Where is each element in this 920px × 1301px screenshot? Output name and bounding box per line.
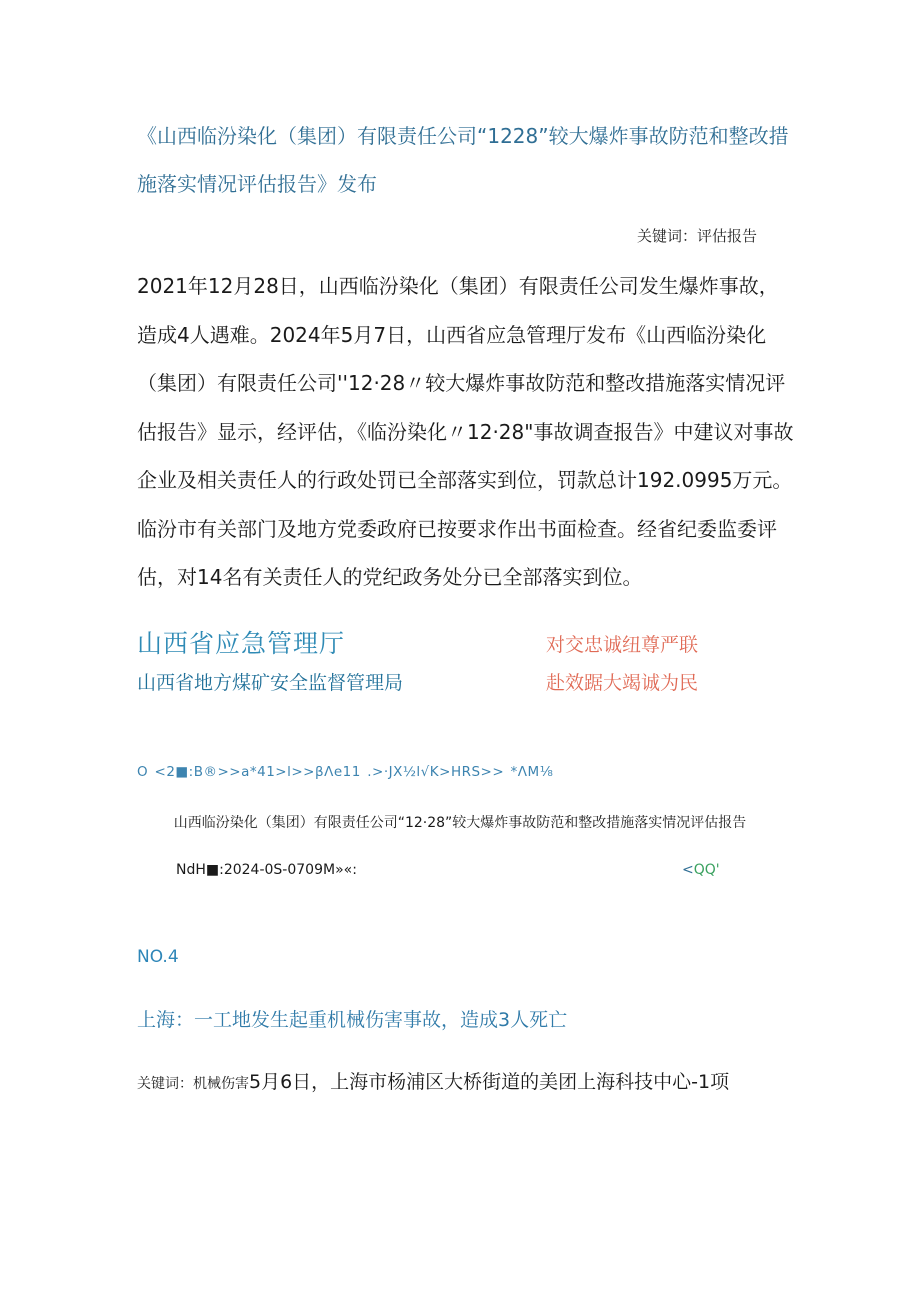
org-name-primary: 山西省应急管理厅 (137, 629, 346, 658)
article2-keywords-label: 关键词：机械伤害 (137, 1076, 249, 1092)
article-body: 2021年12月28日，山西临汾染化（集团）有限责任公司发生爆炸事故，造成4人遇难。2024年5月7日，山西省应急管理厅发布《山西临汾染化（集团）有限责任公司''12·28〃较大爆炸事故防范和整改措施落实情况评估报告》显示，经评估，《临汾染化〃12·28"事故调查报告》中建议对事故企业及相关责任人的行政处罚已全部落实到位，罚款总计192.0995万元。临汾市有关部门及地方党委政府已按要求作出书面检查。经省纪委监委评估，对14名有关责任人的党纪政务处分已全部落实到位。 (137, 274, 794, 589)
slogan-line-1: 对交忠诚纽尊严联 (546, 634, 699, 656)
document-number: NdH■:2024-0S-0709M»«: (176, 862, 357, 878)
document-title: 山西临汾染化（集团）有限责任公司“12·28”较大爆炸事故防范和整改措施落实情况评估报告 (173, 815, 747, 831)
slogan-line-2: 赴效踞大竭诚为民 (546, 672, 699, 694)
article-title: 《山西临汾染化（集团）有限责任公司“1228”较大爆炸事故防范和整改措施落实情况评估报告》发布 (137, 124, 789, 196)
garbled-header-line: O <2■:B®>>a*41>l>>βΛe11 .>·JX½l√K>HRS>> *ΛM⅛ (137, 764, 554, 780)
document-mark-prefix: < (682, 862, 694, 878)
article2-title: 上海：一工地发生起重机械伤害事故，造成3人死亡 (137, 1009, 568, 1031)
article2-body-start: 5月6日，上海市杨浦区大桥街道的美团上海科技中心-1项 (249, 1071, 730, 1093)
keywords-line: 关键词：评估报告 (637, 227, 758, 245)
article2-keywords-body (137, 1067, 729, 1094)
org-name-secondary: 山西省地方煤矿安全监督管理局 (137, 672, 404, 694)
section-number: NO.4 (137, 947, 179, 967)
document-mark (682, 862, 720, 878)
document-mark-green: QQ' (693, 862, 720, 878)
